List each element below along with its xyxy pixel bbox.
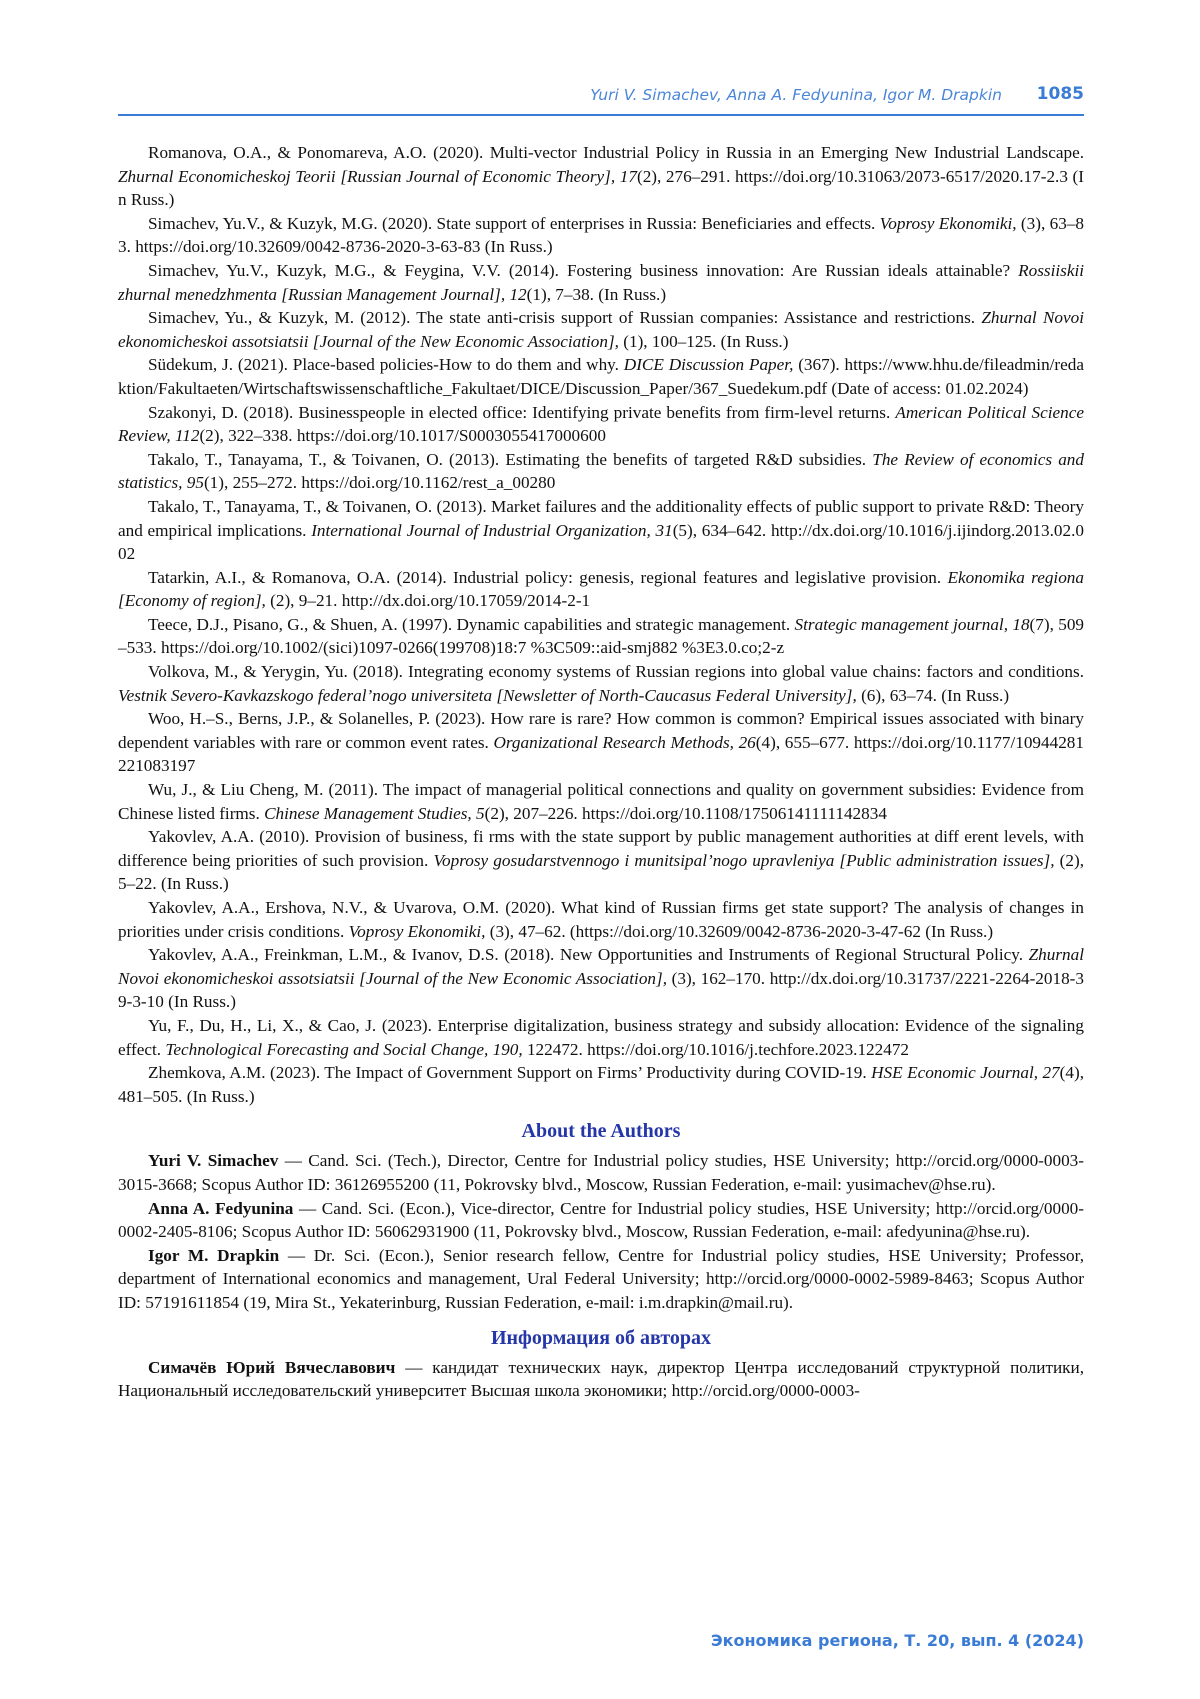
about-authors-heading: About the Authors bbox=[521, 1120, 681, 1143]
reference-text: Simachev, Yu., & Kuzyk, M. (2012). The state anti-crisis support of Russian companies: Assistance and restrictions. bbox=[148, 308, 982, 328]
reference-source: The Review of economics and statistics, 95 bbox=[118, 449, 1084, 493]
header-rule bbox=[118, 114, 1084, 116]
reference-source: Strategic management journal, 18 bbox=[794, 614, 1030, 634]
author-details: — Dr. Sci. (Econ.), Senior research fellow, Centre for Industrial policy studies, HSE University; Professor, department of International economics and management, Ural Federal University; http://orcid.org/0000-0002-5989-8463; Scopus Author ID: 57191611854 (19, Mira St., Yekaterinburg, Russian Federation, e-mail: i.m.drapkin@mail.ru). bbox=[118, 1245, 1084, 1312]
reference-source: Organizational Research Methods, 26 bbox=[493, 732, 756, 752]
reference-details: (4), 481–505. (In Russ.) bbox=[118, 1063, 1084, 1106]
reference-text: Simachev, Yu.V., Kuzyk, M.G., & Feygina, V.V. (2014). Fostering business innovation: Are Russian ideals attainable? bbox=[148, 260, 1019, 280]
reference-text: Yakovlev, A.A., Freinkman, L.M., & Ivanov, D.S. (2018). New Opportunities and Instruments of Regional Structural Policy. bbox=[148, 945, 1029, 965]
author-details: — Cand. Sci. (Tech.), Director, Centre for Industrial policy studies, HSE University; http://orcid.org/0000-0003-3015-3668; Scopus Author ID: 36126955200 (11, Pokrovsky blvd., Moscow, Russian Federation, e-mail: yusimachev@hse.ru). bbox=[118, 1151, 1084, 1194]
reference-text: Yakovlev, A.A., Ershova, N.V., & Uvarova, O.M. (2020). What kind of Russian firms get state support? The analysis of changes in priorities under crisis conditions. bbox=[118, 898, 1084, 941]
page-content bbox=[118, 141, 1084, 1403]
reference-text: Simachev, Yu.V., & Kuzyk, M.G. (2020). State support of enterprises in Russia: Beneficiaries and effects. bbox=[148, 213, 880, 233]
reference-details: 122472. https://doi.org/10.1016/j.techfore.2023.122472 bbox=[522, 1039, 910, 1059]
reference-source: Voprosy Ekonomiki, bbox=[879, 213, 1017, 233]
journal-footer: Экономика региона, Т. 20, вып. 4 (2024) bbox=[710, 1631, 1084, 1650]
reference-source: International Journal of Industrial Organization, 31 bbox=[311, 520, 673, 540]
reference-item bbox=[118, 495, 1084, 566]
reference-text: Takalo, T., Tanayama, T., & Toivanen, O. (2013). Market failures and the additionality effects of public support to private R&D: Theory and empirical implications. bbox=[118, 496, 1084, 540]
reference-details: (1), 7–38. (In Russ.) bbox=[526, 284, 667, 304]
reference-details: (3), 63–83. https://doi.org/10.32609/0042-8736-2020-3-63-83 (In Russ.) bbox=[118, 213, 1085, 257]
reference-source: Zhurnal Economicheskoj Teorii [Russian Journal of Economic Theory], 17 bbox=[118, 166, 637, 186]
author-bio bbox=[118, 1244, 1084, 1315]
about-authors-section bbox=[118, 1149, 1084, 1314]
reference-details: (2), 5–22. (In Russ.) bbox=[118, 850, 1085, 894]
author-name: Anna A. Fedyunina bbox=[148, 1198, 294, 1218]
reference-item bbox=[118, 566, 1084, 613]
reference-item bbox=[118, 1061, 1084, 1108]
reference-text: Südekum, J. (2021). Place-based policies-How to do them and why. bbox=[148, 355, 624, 375]
reference-details: (6), 63–74. (In Russ.) bbox=[856, 685, 1010, 705]
reference-item bbox=[118, 825, 1084, 896]
reference-item bbox=[118, 141, 1084, 212]
reference-details: (2), 9–21. http://dx.doi.org/10.17059/2014-2-1 bbox=[265, 591, 591, 611]
author-details-ru: — кандидат технических наук, директор Центра исследований структурной политики, Национальный исследовательский университет Высшая школа экономики; http://orcid.org/0000-0003- bbox=[118, 1357, 1084, 1401]
reference-details: (367). https://www.hhu.de/fileadmin/redaktion/Fakultaeten/Wirtschaftswissenschaftliche_Fakultaet/DICE/Discussion_Paper/367_Suedekum.pdf (Date of access: 01.02.2024) bbox=[118, 355, 1085, 398]
page-number: 1085 bbox=[1036, 84, 1084, 104]
reference-source: Ekonomika regiona [Economy of region], bbox=[118, 567, 1084, 611]
author-name: Yuri V. Simachev bbox=[148, 1151, 279, 1171]
reference-source: Rossiiskii zhurnal menedzhmenta [Russian Management Journal], 12 bbox=[118, 260, 1084, 304]
reference-source: Zhurnal Novoi ekonomicheskoi assotsiatsii [Journal of the New Economic Association], bbox=[118, 945, 1084, 988]
reference-item bbox=[118, 401, 1084, 448]
reference-text: Takalo, T., Tanayama, T., & Toivanen, O. (2013). Estimating the benefits of targeted R&D subsidies. bbox=[148, 449, 873, 469]
author-name-ru: Симачёв Юрий Вячеславович bbox=[148, 1357, 396, 1377]
reference-item bbox=[118, 353, 1084, 400]
reference-details: (2), 207–226. https://doi.org/10.1108/17506141111142834 bbox=[484, 803, 887, 823]
author-details: — Cand. Sci. (Econ.), Vice-director, Centre for Industrial policy studies, HSE University; http://orcid.org/0000-0002-2405-8106; Scopus Author ID: 56062931900 (11, Pokrovsky blvd., Moscow, Russian Federation, e-mail: afedyunina@hse.ru). bbox=[118, 1198, 1084, 1242]
reference-details: (2), 322–338. https://doi.org/10.1017/S0003055417000600 bbox=[199, 426, 606, 446]
reference-item bbox=[118, 1014, 1084, 1061]
reference-text: Yakovlev, A.A. (2010). Provision of business, fi rms with the state support by public management authorities at diff erent levels, with difference being priorities of such provision. bbox=[118, 827, 1084, 870]
reference-item bbox=[118, 306, 1084, 353]
reference-text: Yu, F., Du, H., Li, X., & Cao, J. (2023). Enterprise digitalization, business strategy and subsidy allocation: Evidence of the signaling effect. bbox=[118, 1015, 1084, 1059]
header-authors: Yuri V. Simachev, Anna A. Fedyunina, Igor M. Drapkin bbox=[590, 86, 1002, 104]
reference-details: (3), 162–170. http://dx.doi.org/10.31737/2221-2264-2018-39-3-10 (In Russ.) bbox=[118, 968, 1084, 1012]
reference-source: Voprosy Ekonomiki, bbox=[348, 921, 486, 941]
reference-source: Chinese Management Studies, 5 bbox=[264, 803, 485, 823]
reference-item bbox=[118, 707, 1084, 778]
author-bio-ru bbox=[118, 1356, 1084, 1403]
reference-text: Romanova, O.A., & Ponomareva, A.O. (2020). Multi-vector Industrial Policy in Russia in an Emerging New Industrial Landscape. bbox=[148, 143, 1084, 162]
reference-details: (1), 100–125. (In Russ.) bbox=[618, 331, 789, 351]
author-bio bbox=[118, 1149, 1084, 1196]
reference-details: (7), 509–533. https://doi.org/10.1002/(sici)1097-0266(199708)18:7 %3C509::aid-smj882 %3E3.0.co;2-z bbox=[118, 614, 1085, 658]
reference-source: Voprosy gosudarstvennogo i munitsipal’nogo upravleniya [Public administration issues], bbox=[433, 850, 1055, 870]
reference-text: Woo, H.–S., Berns, J.P., & Solanelles, P. (2023). How rare is rare? How common is common? Empirical issues associated with binary dependent variables with rare or common event rates. bbox=[118, 709, 1084, 752]
reference-text: Wu, J., & Liu Cheng, M. (2011). The impact of managerial political connections and quality on government subsidies: Evidence from Chinese listed firms. bbox=[118, 780, 1084, 823]
reference-item bbox=[118, 660, 1084, 707]
reference-text: Teece, D.J., Pisano, G., & Shuen, A. (1997). Dynamic capabilities and strategic management. bbox=[148, 614, 795, 634]
reference-details: (2), 276–291. https://doi.org/10.31063/2073-6517/2020.17-2.3 (In Russ.) bbox=[118, 166, 1084, 210]
reference-source: Vestnik Severo-Kavkazskogo federal’nogo universiteta [Newsletter of North-Caucasus Federal University], bbox=[118, 685, 857, 705]
reference-details: (5), 634–642. http://dx.doi.org/10.1016/j.ijindorg.2013.02.002 bbox=[118, 520, 1085, 564]
reference-source: DICE Discussion Paper, bbox=[623, 355, 794, 375]
reference-text: Volkova, M., & Yerygin, Yu. (2018). Integrating economy systems of Russian regions into global value chains: factors and conditions. bbox=[148, 662, 1084, 682]
reference-source: Technological Forecasting and Social Change, 190, bbox=[165, 1039, 523, 1059]
reference-details: (3), 47–62. (https://doi.org/10.32609/0042-8736-2020-3-47-62 (In Russ.) bbox=[485, 921, 994, 941]
reference-text: Tatarkin, A.I., & Romanova, O.A. (2014). Industrial policy: genesis, regional features and legislative provision. bbox=[148, 567, 948, 587]
author-bio bbox=[118, 1197, 1084, 1244]
reference-source: American Political Science Review, 112 bbox=[118, 402, 1084, 446]
info-authors-ru-section bbox=[118, 1356, 1084, 1403]
running-header bbox=[118, 84, 1084, 116]
reference-item bbox=[118, 778, 1084, 825]
reference-details: (4), 655–677. https://doi.org/10.1177/10944281221083197 bbox=[118, 732, 1084, 776]
reference-item bbox=[118, 212, 1084, 259]
reference-item bbox=[118, 943, 1084, 1014]
reference-item bbox=[118, 613, 1084, 660]
reference-source: HSE Economic Journal, 27 bbox=[871, 1063, 1060, 1083]
reference-item bbox=[118, 448, 1084, 495]
info-authors-ru-heading: Информация об авторах bbox=[490, 1326, 712, 1349]
reference-text: Zhemkova, A.M. (2023). The Impact of Government Support on Firms’ Productivity during COVID-19. bbox=[148, 1063, 872, 1083]
reference-item bbox=[118, 896, 1084, 943]
reference-details: (1), 255–272. https://doi.org/10.1162/rest_a_00280 bbox=[203, 473, 556, 493]
author-name: Igor M. Drapkin bbox=[148, 1245, 280, 1265]
reference-source: Zhurnal Novoi ekonomicheskoi assotsiatsii [Journal of the New Economic Association], bbox=[118, 308, 1085, 351]
reference-list bbox=[118, 141, 1084, 1108]
reference-text: Szakonyi, D. (2018). Businesspeople in elected office: Identifying private benefits from firm-level returns. bbox=[148, 402, 896, 422]
reference-item bbox=[118, 259, 1084, 306]
